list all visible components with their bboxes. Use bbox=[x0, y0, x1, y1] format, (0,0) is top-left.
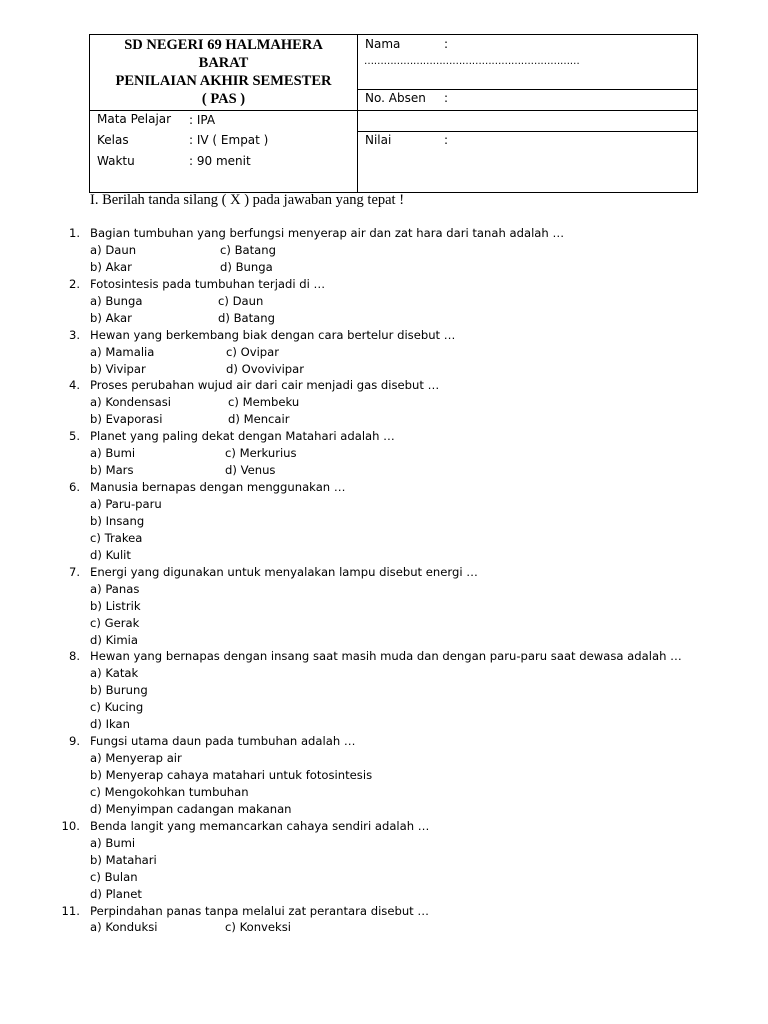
option-row bbox=[0, 462, 768, 479]
option-row bbox=[0, 615, 768, 632]
question-item bbox=[0, 733, 768, 750]
question-number: 1. bbox=[68, 226, 80, 240]
question-text: Bagian tumbuhan yang berfungsi menyerap air dan zat hara dari tanah adalah … bbox=[90, 226, 565, 240]
answer-option[interactable]: b) Burung bbox=[90, 683, 148, 698]
absen-colon: : bbox=[444, 91, 449, 105]
question-text: Benda langit yang memancarkan cahaya sendiri adalah … bbox=[90, 818, 430, 833]
option-row bbox=[0, 344, 768, 361]
instruction-text: I. Berilah tanda silang ( X ) pada jawaban yang tepat ! bbox=[90, 192, 405, 208]
question-number: 6. bbox=[68, 480, 80, 495]
answer-option[interactable]: d) Ikan bbox=[90, 717, 130, 732]
question-text: Energi yang digunakan untuk menyalakan lampu disebut energi … bbox=[90, 564, 478, 579]
question-item bbox=[0, 648, 768, 665]
option-row bbox=[0, 919, 768, 936]
answer-option[interactable]: b) Akar bbox=[90, 310, 132, 325]
option-row bbox=[0, 852, 768, 869]
option-row bbox=[0, 716, 768, 733]
question-text: Fungsi utama daun pada tumbuhan adalah … bbox=[90, 734, 356, 749]
header-divider-2 bbox=[357, 89, 697, 90]
answer-option[interactable]: c) Batang bbox=[220, 242, 276, 257]
answer-option[interactable]: c) Mengokohkan tumbuhan bbox=[90, 784, 249, 799]
school-title-block bbox=[90, 35, 357, 110]
question-text: Hewan yang bernapas dengan insang saat masih muda dan dengan paru-paru saat dewasa adalah … bbox=[90, 649, 682, 664]
question-number: 10. bbox=[61, 818, 80, 833]
answer-option[interactable]: b) Mars bbox=[90, 463, 134, 478]
answer-option[interactable]: b) Vivipar bbox=[90, 361, 146, 376]
answer-option[interactable]: c) Merkurius bbox=[225, 446, 297, 461]
header-divider-vertical bbox=[357, 35, 358, 192]
option-row bbox=[0, 886, 768, 903]
kelas-label: Kelas bbox=[97, 133, 129, 147]
option-row bbox=[0, 784, 768, 801]
option-row bbox=[0, 682, 768, 699]
option-row bbox=[0, 581, 768, 598]
question-item bbox=[0, 564, 768, 581]
mata-pelajaran-label: Mata Pelajar bbox=[97, 112, 172, 126]
option-row bbox=[0, 293, 768, 310]
question-item bbox=[0, 276, 768, 293]
question-number: 8. bbox=[68, 649, 80, 664]
question-item bbox=[0, 428, 768, 445]
answer-option[interactable]: a) Kondensasi bbox=[90, 395, 172, 410]
answer-option[interactable]: c) Gerak bbox=[90, 615, 140, 630]
option-row bbox=[0, 310, 768, 327]
answer-option[interactable]: b) Listrik bbox=[90, 598, 141, 613]
question-text: Hewan yang berkembang biak dengan cara bertelur disebut … bbox=[90, 327, 456, 342]
answer-option[interactable]: a) Katak bbox=[90, 666, 139, 681]
question-item bbox=[0, 225, 768, 242]
option-row bbox=[0, 496, 768, 513]
option-row bbox=[0, 835, 768, 852]
answer-option[interactable]: a) Bumi bbox=[90, 446, 136, 461]
option-row bbox=[0, 513, 768, 530]
question-list bbox=[0, 225, 768, 936]
nama-label: Nama bbox=[365, 37, 401, 51]
option-row bbox=[0, 767, 768, 784]
answer-option[interactable]: c) Daun bbox=[218, 293, 264, 308]
option-row bbox=[0, 259, 768, 276]
answer-option[interactable]: a) Konduksi bbox=[90, 920, 158, 935]
option-row bbox=[0, 750, 768, 767]
answer-option[interactable]: a) Bumi bbox=[90, 835, 136, 850]
answer-option[interactable]: c) Trakea bbox=[90, 530, 143, 545]
answer-option[interactable]: b) Matahari bbox=[90, 852, 157, 867]
option-row bbox=[0, 547, 768, 564]
answer-option[interactable]: a) Bunga bbox=[90, 293, 143, 308]
answer-option[interactable]: a) Mamalia bbox=[90, 344, 155, 359]
question-number: 9. bbox=[68, 734, 80, 749]
option-row bbox=[0, 598, 768, 615]
question-number: 5. bbox=[68, 429, 80, 444]
answer-option[interactable]: a) Menyerap air bbox=[90, 751, 182, 766]
answer-option[interactable]: d) Ovovivipar bbox=[226, 361, 305, 376]
option-row bbox=[0, 242, 768, 259]
option-row bbox=[0, 530, 768, 547]
question-item bbox=[0, 818, 768, 835]
header-table bbox=[89, 34, 698, 193]
answer-option[interactable]: d) Mencair bbox=[228, 412, 290, 427]
mata-pelajaran-value: : IPA bbox=[189, 113, 216, 127]
option-row bbox=[0, 869, 768, 886]
exam-abbrev-line: ( PAS ) bbox=[201, 91, 246, 107]
question-item bbox=[0, 479, 768, 496]
answer-option[interactable]: c) Membeku bbox=[228, 395, 300, 410]
question-text: Manusia bernapas dengan menggunakan … bbox=[90, 480, 346, 495]
answer-option[interactable]: b) Insang bbox=[90, 513, 145, 528]
answer-option[interactable]: c) Konveksi bbox=[225, 920, 292, 935]
nama-field-dots[interactable]: ………………………………………………………… bbox=[364, 56, 580, 67]
school-title-line-2: BARAT bbox=[198, 55, 249, 71]
answer-option[interactable]: a) Daun bbox=[90, 242, 137, 257]
option-row bbox=[0, 445, 768, 462]
answer-option[interactable]: b) Akar bbox=[90, 259, 132, 274]
answer-option[interactable]: d) Venus bbox=[225, 463, 276, 478]
answer-option[interactable]: d) Kimia bbox=[90, 632, 139, 647]
exam-title-line: PENILAIAN AKHIR SEMESTER bbox=[115, 73, 332, 89]
option-row bbox=[0, 394, 768, 411]
question-number: 4. bbox=[68, 378, 80, 393]
option-row bbox=[0, 361, 768, 378]
question-number: 3. bbox=[68, 327, 80, 342]
option-row bbox=[0, 699, 768, 716]
answer-option[interactable]: c) Kucing bbox=[90, 700, 144, 715]
answer-option[interactable]: c) Bulan bbox=[90, 869, 138, 884]
answer-option[interactable]: b) Evaporasi bbox=[90, 412, 163, 427]
option-row bbox=[0, 801, 768, 818]
question-item bbox=[0, 903, 768, 920]
answer-option[interactable]: d) Planet bbox=[90, 886, 142, 901]
nama-colon: : bbox=[444, 37, 449, 51]
waktu-value: : 90 menit bbox=[189, 154, 251, 168]
nilai-label: Nilai bbox=[365, 133, 392, 147]
answer-option[interactable]: d) Batang bbox=[218, 310, 275, 325]
header-divider-4 bbox=[357, 131, 697, 132]
answer-option[interactable]: b) Menyerap cahaya matahari untuk fotosintesis bbox=[90, 768, 373, 782]
answer-option[interactable]: d) Bunga bbox=[220, 259, 273, 274]
answer-option[interactable]: a) Panas bbox=[90, 581, 140, 596]
question-text: Proses perubahan wujud air dari cair menjadi gas disebut … bbox=[90, 378, 440, 393]
question-item bbox=[0, 327, 768, 344]
question-text: Planet yang paling dekat dengan Matahari adalah … bbox=[90, 429, 395, 444]
option-row bbox=[0, 665, 768, 682]
question-number: 7. bbox=[68, 564, 80, 579]
waktu-label: Waktu bbox=[97, 154, 135, 168]
nilai-colon: : bbox=[444, 133, 449, 147]
answer-option[interactable]: d) Menyimpan cadangan makanan bbox=[90, 801, 292, 816]
question-number: 2. bbox=[68, 276, 80, 291]
option-row bbox=[0, 411, 768, 428]
header-divider-3 bbox=[357, 110, 697, 111]
question-number: 11. bbox=[61, 903, 80, 918]
answer-option[interactable]: c) Ovipar bbox=[226, 344, 280, 359]
school-title-line-1: SD NEGERI 69 HALMAHERA bbox=[124, 37, 323, 53]
absen-label: No. Absen bbox=[365, 91, 426, 105]
answer-option[interactable]: d) Kulit bbox=[90, 547, 131, 562]
answer-option[interactable]: a) Paru-paru bbox=[90, 497, 162, 511]
question-text: Perpindahan panas tanpa melalui zat perantara disebut … bbox=[90, 903, 429, 918]
question-text: Fotosintesis pada tumbuhan terjadi di … bbox=[90, 276, 326, 291]
question-item bbox=[0, 377, 768, 394]
kelas-value: : IV ( Empat ) bbox=[189, 133, 269, 147]
option-row bbox=[0, 632, 768, 649]
